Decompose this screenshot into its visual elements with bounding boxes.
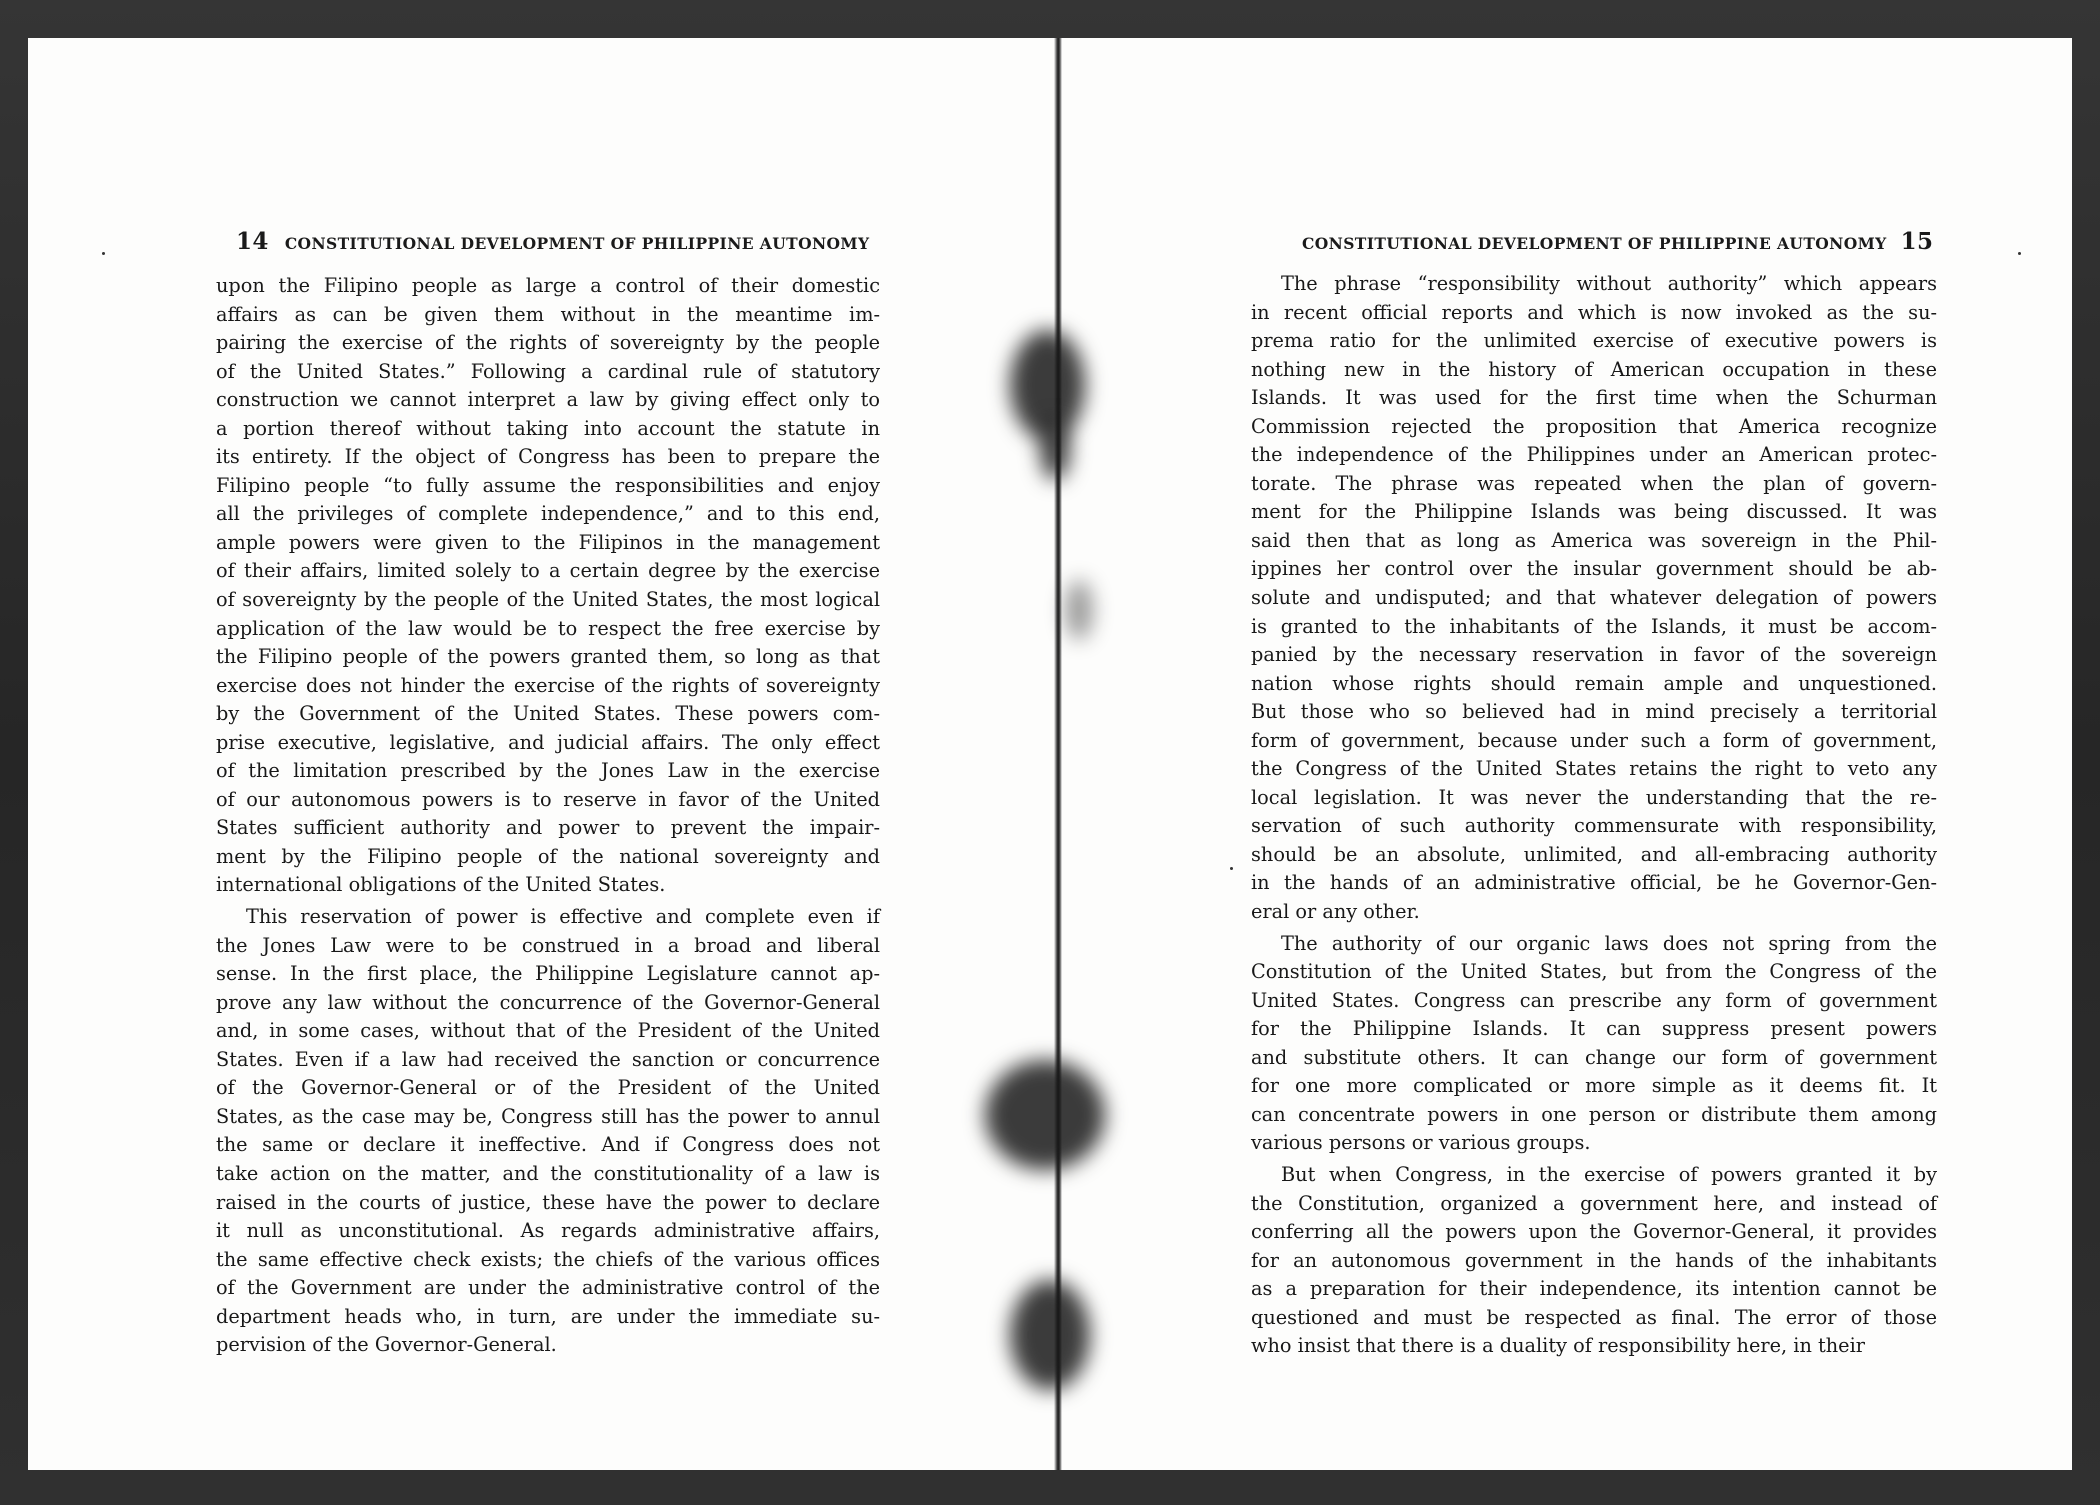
text-line: the Congress of the United States retains the right to veto any [1251, 757, 1937, 781]
text-line: of the United States.” Following a cardinal rule of statutory [216, 359, 880, 383]
text-line: the same or declare it ineffective. And if Congress does not [216, 1133, 880, 1157]
dust-speck [2018, 252, 2021, 255]
text-line: ment for the Philippine Islands was being discussed. It was [1251, 500, 1937, 524]
text-line: all the privileges of complete independence,” and to this end, [216, 502, 880, 526]
text-line: sense. In the first place, the Philippine Legislature cannot ap- [216, 962, 880, 986]
dust-speck [102, 252, 105, 255]
text-line: conferring all the powers upon the Governor-General, it provides [1251, 1220, 1937, 1244]
text-line: The authority of our organic laws does not spring from the [1281, 931, 1937, 955]
text-line: ample powers were given to the Filipinos in the management [216, 530, 880, 554]
text-line: States, as the case may be, Congress still has the power to annul [216, 1104, 880, 1128]
text-line: of sovereignty by the people of the United States, the most logical [216, 588, 880, 612]
text-line: raised in the courts of justice, these have the power to declare [216, 1190, 880, 1214]
ink-smudge [1040, 420, 1070, 480]
right-running-title: CONSTITUTIONAL DEVELOPMENT OF PHILIPPINE AUTONOMY [1302, 234, 1887, 253]
text-line: in recent official reports and which is now invoked as the su- [1251, 300, 1937, 324]
text-line: nation whose rights should remain ample and unquestioned. [1251, 671, 1937, 695]
text-line: of the Government are under the administrative control of the [216, 1276, 880, 1300]
text-line: This reservation of power is effective and complete even if [246, 905, 880, 929]
text-line: States sufficient authority and power to prevent the impair- [216, 816, 880, 840]
text-line: in the hands of an administrative official, be he Governor-Gen- [1251, 871, 1937, 895]
left-running-title: CONSTITUTIONAL DEVELOPMENT OF PHILIPPINE AUTONOMY [284, 234, 870, 253]
text-line: eral or any other. [1251, 900, 1420, 924]
text-line: is granted to the inhabitants of the Islands, it must be accom- [1251, 614, 1937, 638]
text-line: pairing the exercise of the rights of sovereignty by the people [216, 331, 880, 355]
text-line: prise executive, legislative, and judicial affairs. The only effect [216, 730, 880, 754]
text-line: prema ratio for the unlimited exercise of executive powers is [1251, 329, 1937, 353]
text-line: ippines her control over the insular government should be ab- [1251, 557, 1937, 581]
text-line: the Jones Law were to be construed in a broad and liberal [216, 933, 880, 957]
text-line: nothing new in the history of American occupation in these [1251, 357, 1937, 381]
text-line: for the Philippine Islands. It can suppress present powers [1251, 1017, 1937, 1041]
text-line: application of the law would be to respect the free exercise by [216, 616, 880, 640]
text-line: Islands. It was used for the first time when the Schurman [1251, 386, 1937, 410]
ink-smudge [985, 1060, 1105, 1170]
text-line: department heads who, in turn, are under the immediate su- [216, 1304, 880, 1328]
text-line: affairs as can be given them without in the meantime im- [216, 302, 880, 326]
text-line: Constitution of the United States, but from the Congress of the [1251, 960, 1937, 984]
text-line: form of government, because under such a form of government, [1251, 728, 1937, 752]
text-line: its entirety. If the object of Congress has been to prepare the [216, 445, 880, 469]
text-line: should be an absolute, unlimited, and all-embracing authority [1251, 842, 1937, 866]
text-line: take action on the matter, and the constitutionality of a law is [216, 1161, 880, 1185]
ink-smudge [1065, 580, 1093, 640]
text-line: the independence of the Philippines under an American protec- [1251, 443, 1937, 467]
left-text-column [216, 272, 880, 1363]
right-text-column [1251, 270, 1937, 1364]
text-line: can concentrate powers in one person or distribute them among [1251, 1102, 1937, 1126]
text-line: questioned and must be respected as final. The error of those [1251, 1305, 1937, 1329]
text-line: Filipino people “to fully assume the responsibilities and enjoy [216, 473, 880, 497]
text-line: Commission rejected the proposition that America recognize [1251, 414, 1937, 438]
text-line: as a preparation for their independence, its intention cannot be [1251, 1277, 1937, 1301]
text-line: for one more complicated or more simple as it deems fit. It [1251, 1074, 1937, 1098]
left-running-head [236, 228, 869, 256]
text-line: the Constitution, organized a government here, and instead of [1251, 1191, 1937, 1215]
text-line: various persons or various groups. [1251, 1131, 1591, 1155]
text-line: of our autonomous powers is to reserve in favor of the United [216, 787, 880, 811]
text-line: of the limitation prescribed by the Jones Law in the exercise [216, 759, 880, 783]
text-line: upon the Filipino people as large a control of their domestic [216, 274, 880, 297]
ink-smudge [1010, 1280, 1090, 1390]
text-line: torate. The phrase was repeated when the plan of govern- [1251, 471, 1937, 495]
text-line: United States. Congress can prescribe any form of government [1251, 988, 1937, 1012]
text-line: pervision of the Governor-General. [216, 1333, 557, 1357]
text-line: ment by the Filipino people of the national sovereignty and [216, 844, 880, 868]
text-line: international obligations of the United States. [216, 873, 666, 897]
right-page [1060, 38, 2072, 1470]
text-line: of the Governor-General or of the President of the United [216, 1076, 880, 1100]
text-line: of their affairs, limited solely to a certain degree by the exercise [216, 559, 880, 583]
left-page-number: 14 [236, 228, 269, 255]
text-line: prove any law without the concurrence of the Governor-General [216, 990, 880, 1014]
text-line: for an autonomous government in the hands of the inhabitants [1251, 1248, 1937, 1272]
dust-speck [1230, 867, 1233, 870]
book-gutter [1054, 38, 1062, 1470]
right-running-head [1302, 228, 1933, 256]
text-line: construction we cannot interpret a law by giving effect only to [216, 388, 880, 412]
text-line: exercise does not hinder the exercise of the rights of sovereignty [216, 673, 880, 697]
text-line: said then that as long as America was sovereign in the Phil- [1251, 528, 1937, 552]
text-line: panied by the necessary reservation in favor of the sovereign [1251, 643, 1937, 667]
text-line: and, in some cases, without that of the President of the United [216, 1019, 880, 1043]
text-line: the same effective check exists; the chiefs of the various offices [216, 1247, 880, 1271]
text-line: solute and undisputed; and that whatever delegation of powers [1251, 586, 1937, 610]
text-line: local legislation. It was never the understanding that the re- [1251, 785, 1937, 809]
text-line: by the Government of the United States. These powers com- [216, 702, 880, 726]
text-line: But those who so believed had in mind precisely a territorial [1251, 700, 1937, 724]
text-line: who insist that there is a duality of responsibility here, in their [1251, 1334, 1865, 1358]
text-line: But when Congress, in the exercise of powers granted it by [1281, 1162, 1937, 1186]
text-line: it null as unconstitutional. As regards administrative affairs, [216, 1219, 880, 1243]
text-line: States. Even if a law had received the sanction or concurrence [216, 1047, 880, 1071]
text-line: a portion thereof without taking into account the statute in [216, 416, 880, 440]
text-line: the Filipino people of the powers granted them, so long as that [216, 645, 880, 669]
right-page-number: 15 [1900, 228, 1934, 255]
left-page [28, 38, 1056, 1470]
text-line: servation of such authority commensurate with responsibility, [1251, 814, 1937, 838]
text-line: The phrase “responsibility without authority” which appears [1281, 272, 1937, 295]
text-line: and substitute others. It can change our form of government [1251, 1045, 1937, 1069]
